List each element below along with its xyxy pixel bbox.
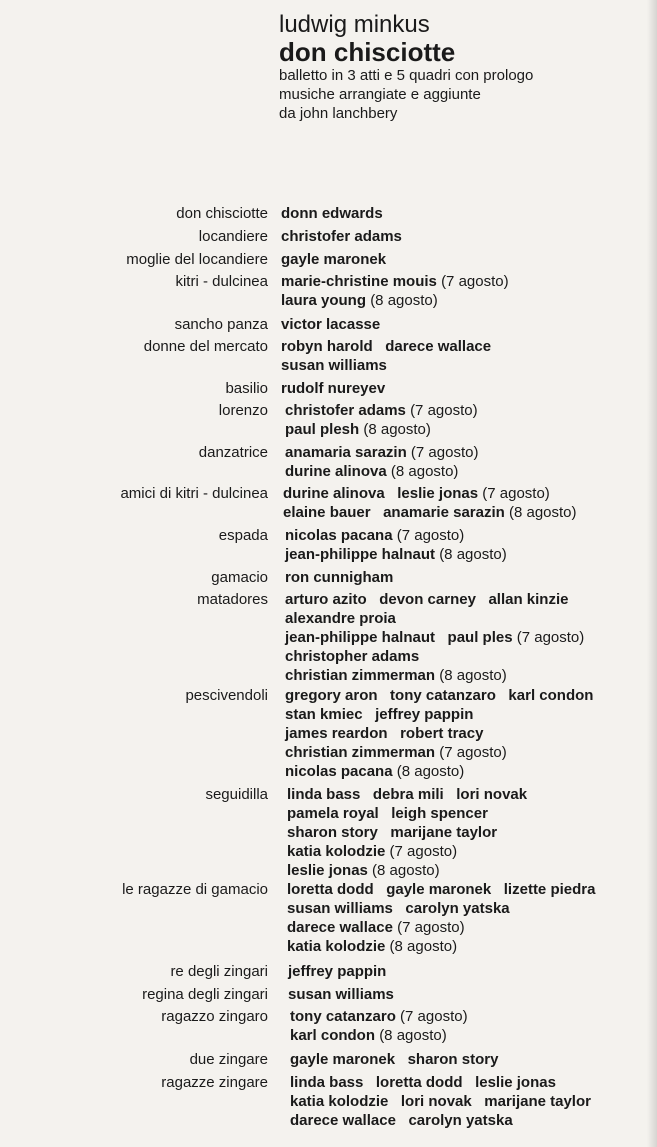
performer-line xyxy=(283,503,577,522)
performer-line xyxy=(287,937,595,956)
performer-name: christofer adams xyxy=(285,402,406,419)
performer-name: ron cunnigham xyxy=(285,569,394,586)
performer-line xyxy=(285,705,593,724)
page-edge-shadow xyxy=(647,0,657,1147)
performer-line xyxy=(285,628,584,647)
performer-name: christian zimmerman xyxy=(285,667,436,684)
performer-line xyxy=(285,568,393,587)
performer-name: pamela royal xyxy=(287,805,379,822)
performer-name: robert tracy xyxy=(400,725,484,742)
performer-name: darece wallace xyxy=(385,338,492,355)
performer-list xyxy=(288,962,386,981)
performer-name: durine alinova xyxy=(285,463,387,480)
role-name: kitri - dulcinea xyxy=(175,273,268,290)
performer-list xyxy=(287,880,595,956)
performer-line xyxy=(285,526,507,545)
performer-line xyxy=(285,762,593,781)
performance-date-note: (8 agosto) xyxy=(363,421,431,438)
performer-name: jeffrey pappin xyxy=(288,963,387,980)
performer-list xyxy=(290,1050,498,1069)
performer-name: leslie jonas xyxy=(397,485,479,502)
performer-list xyxy=(285,568,393,587)
performance-date-note: (8 agosto) xyxy=(370,292,438,309)
performer-list xyxy=(281,250,386,269)
performer-line xyxy=(285,545,507,564)
performance-date-note: (7 agosto) xyxy=(410,402,478,419)
role-name: due zingare xyxy=(189,1051,268,1068)
performer-list xyxy=(288,985,394,1004)
ballet-title: don chisciotte xyxy=(279,37,456,67)
role-name: re degli zingari xyxy=(170,963,268,980)
performance-date-note: (8 agosto) xyxy=(390,463,459,480)
performer-line xyxy=(281,337,491,356)
performer-line xyxy=(288,962,386,981)
performance-date-note: (8 agosto) xyxy=(379,1027,447,1044)
performer-line xyxy=(287,842,527,861)
performer-line xyxy=(285,462,478,481)
performer-line xyxy=(290,1111,591,1130)
performance-date-note: (8 agosto) xyxy=(396,763,465,780)
performance-date-note: (7 agosto) xyxy=(389,843,458,860)
performer-name: darece wallace xyxy=(287,919,393,936)
performer-line xyxy=(287,804,527,823)
performer-line xyxy=(285,666,584,685)
performer-list xyxy=(285,443,478,481)
performer-line xyxy=(287,899,595,918)
role-name: don chisciotte xyxy=(176,205,268,222)
performance-date-note: (7 agosto) xyxy=(439,744,507,761)
performance-date-note: (7 agosto) xyxy=(400,1008,468,1025)
performer-name: lori novak xyxy=(400,1093,472,1110)
performer-name: gayle maronek xyxy=(281,251,387,268)
performer-list xyxy=(281,204,383,223)
performer-name: darece wallace xyxy=(290,1112,396,1129)
performer-name: robyn harold xyxy=(281,338,373,355)
performer-line xyxy=(287,918,595,937)
performer-name: christofer adams xyxy=(281,228,402,245)
performer-name: lori novak xyxy=(456,786,528,803)
performer-list xyxy=(285,526,507,564)
performer-list xyxy=(283,484,577,522)
performer-name: gayle maronek xyxy=(386,881,492,898)
role-name: espada xyxy=(218,527,268,544)
performer-name: jean-philippe halnaut xyxy=(285,629,436,646)
performer-name: leslie jonas xyxy=(475,1074,556,1091)
performer-line xyxy=(281,356,491,375)
performer-name: sharon story xyxy=(287,824,378,841)
performer-name: debra mili xyxy=(372,786,444,803)
performer-line xyxy=(288,985,394,1004)
performer-line xyxy=(290,1073,591,1092)
performer-name: carolyn yatska xyxy=(408,1112,513,1129)
performer-list xyxy=(287,785,527,880)
performer-name: allan kinzie xyxy=(488,591,569,608)
performer-line xyxy=(290,1092,591,1111)
performance-date-note: (8 agosto) xyxy=(439,667,507,684)
role-name: ragazzo zingaro xyxy=(161,1008,268,1025)
performer-list xyxy=(281,227,402,246)
performer-name: paul ples xyxy=(447,629,513,646)
subtitle-line-1: balletto in 3 atti e 5 quadri con prologo xyxy=(279,67,534,84)
performer-name: katia kolodzie xyxy=(290,1093,389,1110)
role-name: matadores xyxy=(197,591,268,608)
performer-name: arturo azito xyxy=(285,591,367,608)
performer-list xyxy=(281,315,380,334)
performer-name: nicolas pacana xyxy=(285,763,393,780)
performer-name: laura young xyxy=(281,292,367,309)
performer-name: stan kmiec xyxy=(285,706,363,723)
role-name: sancho panza xyxy=(174,316,268,333)
performer-list xyxy=(290,1073,591,1130)
performer-line xyxy=(290,1050,498,1069)
performer-name: james reardon xyxy=(285,725,388,742)
performer-name: gregory aron xyxy=(285,687,378,704)
performer-line xyxy=(287,823,527,842)
performer-name: jean-philippe halnaut xyxy=(285,546,436,563)
role-name: amici di kitri - dulcinea xyxy=(120,485,268,502)
performance-date-note: (8 agosto) xyxy=(508,504,577,521)
subtitle-line-3: da john lanchbery xyxy=(279,105,398,122)
performance-date-note: (7 agosto) xyxy=(441,273,509,290)
performer-name: katia kolodzie xyxy=(287,938,386,955)
performer-line xyxy=(281,291,509,310)
performer-line xyxy=(287,861,527,880)
performer-list xyxy=(285,686,593,781)
performer-list xyxy=(285,590,584,685)
performer-line xyxy=(281,379,385,398)
performer-name: leigh spencer xyxy=(391,805,488,822)
performer-list xyxy=(281,337,491,375)
performance-date-note: (7 agosto) xyxy=(516,629,585,646)
role-name: gamacio xyxy=(211,569,268,586)
performer-name: christopher adams xyxy=(285,648,420,665)
role-name: ragazze zingare xyxy=(161,1074,268,1091)
role-name: regina degli zingari xyxy=(142,986,268,1003)
performance-date-note: (7 agosto) xyxy=(410,444,479,461)
performer-line xyxy=(281,250,386,269)
performer-line xyxy=(290,1007,468,1026)
performer-list xyxy=(285,401,478,439)
performer-line xyxy=(285,443,478,462)
performer-name: tony catanzaro xyxy=(390,687,496,704)
performer-line xyxy=(285,609,584,628)
performer-name: tony catanzaro xyxy=(290,1008,396,1025)
performer-line xyxy=(285,743,593,762)
performer-name: linda bass xyxy=(287,786,361,803)
performer-name: anamarie sarazin xyxy=(383,504,505,521)
performer-list xyxy=(290,1007,468,1045)
composer-name: ludwig minkus xyxy=(279,11,430,38)
role-name: lorenzo xyxy=(218,402,268,419)
performer-name: leslie jonas xyxy=(287,862,368,879)
performer-name: lizette piedra xyxy=(503,881,596,898)
role-name: pescivendoli xyxy=(185,687,268,704)
performer-name: susan williams xyxy=(281,357,387,374)
performer-name: rudolf nureyev xyxy=(281,380,386,397)
performance-date-note: (7 agosto) xyxy=(397,919,465,936)
performer-name: sharon story xyxy=(407,1051,499,1068)
performer-name: paul plesh xyxy=(285,421,360,438)
performer-line xyxy=(281,272,509,291)
subtitle-line-2: musiche arrangiate e aggiunte xyxy=(279,86,481,103)
performer-name: christian zimmerman xyxy=(285,744,436,761)
performance-date-note: (7 agosto) xyxy=(396,527,465,544)
performer-name: donn edwards xyxy=(281,205,383,222)
performer-name: carolyn yatska xyxy=(405,900,510,917)
role-name: basilio xyxy=(225,380,268,397)
performer-name: katia kolodzie xyxy=(287,843,386,860)
performer-line xyxy=(287,785,527,804)
performer-name: linda bass xyxy=(290,1074,364,1091)
performer-name: gayle maronek xyxy=(290,1051,396,1068)
performer-name: loretta dodd xyxy=(375,1074,463,1091)
role-name: seguidilla xyxy=(205,786,268,803)
performer-name: elaine bauer xyxy=(283,504,371,521)
performer-name: karl condon xyxy=(508,687,594,704)
performer-line xyxy=(285,420,478,439)
performance-date-note: (8 agosto) xyxy=(372,862,440,879)
performer-name: marie-christine mouis xyxy=(281,273,437,290)
performer-line xyxy=(281,204,383,223)
performer-name: jeffrey pappin xyxy=(375,706,474,723)
performer-name: alexandre proia xyxy=(285,610,396,627)
performance-date-note: (8 agosto) xyxy=(439,546,507,563)
performer-line xyxy=(290,1026,468,1045)
role-name: locandiere xyxy=(198,228,268,245)
role-name: le ragazze di gamacio xyxy=(122,881,268,898)
performer-line xyxy=(285,401,478,420)
performer-name: karl condon xyxy=(290,1027,376,1044)
performer-line xyxy=(285,647,584,666)
performer-list xyxy=(281,379,385,398)
performer-name: durine alinova xyxy=(283,485,385,502)
performance-date-note: (8 agosto) xyxy=(389,938,458,955)
performance-date-note: (7 agosto) xyxy=(482,485,550,502)
performer-name: susan williams xyxy=(287,900,393,917)
performer-name: susan williams xyxy=(288,986,394,1003)
performer-line xyxy=(285,724,593,743)
performer-name: devon carney xyxy=(379,591,476,608)
role-name: danzatrice xyxy=(198,444,268,461)
performer-list xyxy=(281,272,509,310)
performer-name: nicolas pacana xyxy=(285,527,393,544)
performer-name: marijane taylor xyxy=(484,1093,591,1110)
performer-name: anamaria sarazin xyxy=(285,444,407,461)
performer-line xyxy=(287,880,595,899)
performer-name: loretta dodd xyxy=(287,881,374,898)
performer-line xyxy=(283,484,577,503)
role-name: donne del mercato xyxy=(143,338,268,355)
performer-name: marijane taylor xyxy=(390,824,498,841)
performer-line xyxy=(281,227,402,246)
program-header xyxy=(279,12,533,123)
performer-line xyxy=(285,590,584,609)
performer-line xyxy=(281,315,380,334)
role-name: moglie del locandiere xyxy=(126,251,268,268)
performer-line xyxy=(285,686,593,705)
performer-name: victor lacasse xyxy=(281,316,381,333)
